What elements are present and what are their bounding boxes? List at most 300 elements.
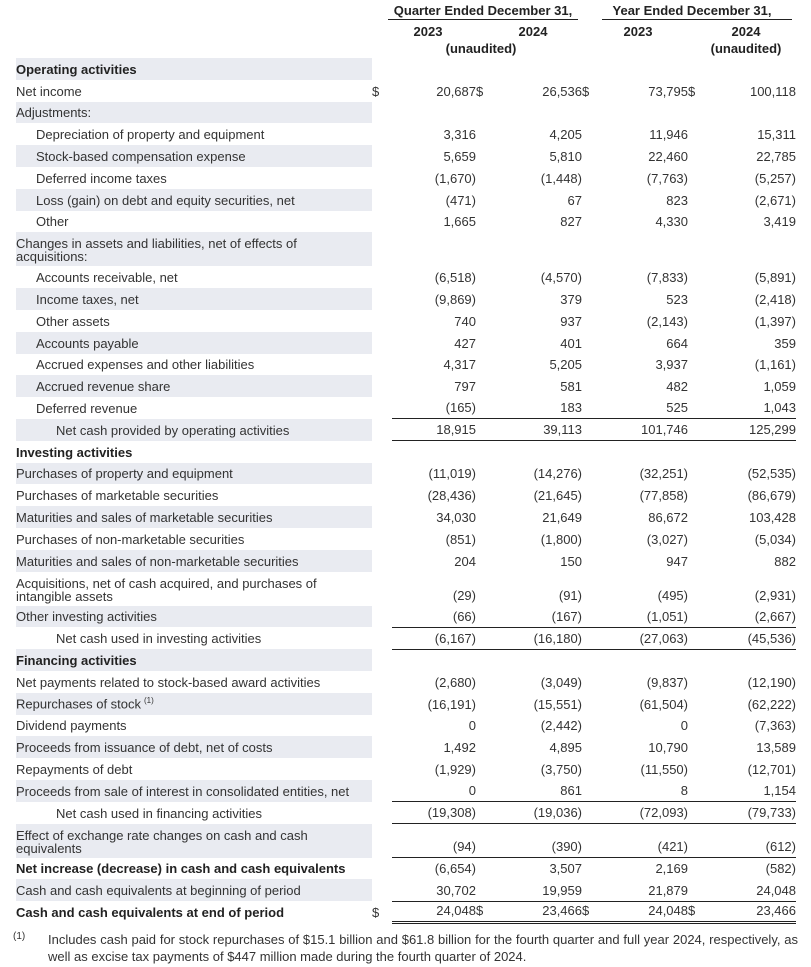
currency-cell <box>372 123 392 145</box>
currency-cell <box>582 123 602 145</box>
value: 19,959 <box>542 882 582 898</box>
value-cell <box>496 802 582 824</box>
currency-cell <box>582 419 602 441</box>
value-cell <box>496 858 582 880</box>
currency-cell <box>476 736 496 758</box>
value-cell <box>602 858 688 880</box>
value-cell <box>602 484 688 506</box>
row-label <box>16 506 372 528</box>
row-label-text: Accounts payable <box>36 335 139 351</box>
value: (851) <box>445 531 476 547</box>
row-label <box>16 671 372 693</box>
value-cell <box>602 780 688 802</box>
row-label <box>16 649 372 671</box>
currency-cell <box>688 606 708 628</box>
currency-cell <box>582 232 602 266</box>
row-label <box>16 484 372 506</box>
currency-cell <box>688 189 708 211</box>
value-cell <box>708 858 796 880</box>
value-cell <box>708 901 796 923</box>
value: (45,536) <box>747 630 796 646</box>
table-row <box>16 145 796 167</box>
value-cell <box>496 102 582 124</box>
value: 3,419 <box>763 214 796 230</box>
value-cell <box>392 123 476 145</box>
currency-cell <box>372 463 392 485</box>
currency-cell <box>476 354 496 376</box>
value: 797 <box>454 379 476 395</box>
value: 204 <box>454 553 476 569</box>
table-row <box>16 266 796 288</box>
col-header-q-unaudited: (unaudited) <box>445 41 517 56</box>
row-label-text: Other investing activities <box>16 609 157 625</box>
value-cell <box>496 606 582 628</box>
value: (61,504) <box>639 696 688 712</box>
currency-cell <box>688 649 708 671</box>
value: (19,036) <box>533 805 582 820</box>
value-cell <box>496 627 582 649</box>
value-cell <box>708 189 796 211</box>
value: 13,589 <box>756 740 796 756</box>
value: (167) <box>551 608 582 624</box>
row-label <box>16 606 372 628</box>
currency-cell <box>372 627 392 649</box>
currency-cell <box>372 211 392 233</box>
currency-cell <box>372 879 392 901</box>
value-cell <box>496 758 582 780</box>
value-cell <box>392 824 476 858</box>
value: (52,535) <box>747 466 796 482</box>
currency-cell <box>582 506 602 528</box>
currency-cell <box>372 824 392 858</box>
value: (5,257) <box>754 170 796 186</box>
value-cell <box>602 606 688 628</box>
currency-cell <box>372 606 392 628</box>
currency-cell <box>688 550 708 572</box>
currency-cell <box>476 102 496 124</box>
value: (6,167) <box>434 630 476 646</box>
currency-cell <box>582 102 602 124</box>
currency-cell <box>372 419 392 441</box>
currency-cell <box>582 167 602 189</box>
value: (2,418) <box>754 291 796 307</box>
value: 18,915 <box>436 422 476 438</box>
value: 664 <box>666 335 688 351</box>
table-row <box>16 310 796 332</box>
value-cell <box>708 484 796 506</box>
value-cell <box>708 550 796 572</box>
value: (1,051) <box>646 608 688 624</box>
currency-cell <box>582 572 602 606</box>
row-label <box>16 266 372 288</box>
currency-cell <box>476 189 496 211</box>
currency-cell <box>582 211 602 233</box>
currency-cell <box>688 266 708 288</box>
value: (5,891) <box>754 270 796 286</box>
value-cell <box>392 463 476 485</box>
value-cell <box>392 145 476 167</box>
col-header-y-2023: 2023 <box>623 24 653 39</box>
value: 359 <box>774 335 796 351</box>
value: (2,442) <box>540 718 582 734</box>
currency-cell <box>688 419 708 441</box>
currency-cell <box>688 354 708 376</box>
value: (582) <box>765 861 796 877</box>
row-label-text: Proceeds from issuance of debt, net of costs <box>16 740 273 756</box>
row-label-text: Adjustments: <box>16 105 92 121</box>
value: 5,205 <box>549 357 582 373</box>
value-cell <box>496 693 582 715</box>
value-cell <box>708 715 796 737</box>
row-label-text: Purchases of property and equipment <box>16 466 233 482</box>
value-cell <box>602 693 688 715</box>
value-cell <box>496 123 582 145</box>
currency-cell <box>582 780 602 802</box>
value: 24,048 <box>648 903 688 919</box>
row-label-text: Net increase (decrease) in cash and cash equivalents <box>16 861 346 877</box>
currency-cell <box>688 232 708 266</box>
row-label <box>16 879 372 901</box>
row-label-text: Other assets <box>36 313 110 329</box>
value: (7,833) <box>646 270 688 286</box>
value-cell <box>708 397 796 419</box>
value-cell <box>708 528 796 550</box>
value-cell <box>496 145 582 167</box>
value: 740 <box>454 313 476 329</box>
value-cell <box>602 572 688 606</box>
value: 24,048 <box>756 882 796 898</box>
value-cell <box>496 232 582 266</box>
value-cell <box>496 649 582 671</box>
currency-cell <box>688 693 708 715</box>
value-cell <box>708 80 796 102</box>
row-label <box>16 463 372 485</box>
currency-cell <box>582 266 602 288</box>
col-header-q-2023: 2023 <box>413 24 443 39</box>
currency-cell <box>372 310 392 332</box>
table-row <box>16 506 796 528</box>
footnote-marker: (1) <box>13 931 26 942</box>
value: (77,858) <box>639 488 688 504</box>
row-label <box>16 627 372 649</box>
currency-cell <box>582 332 602 354</box>
currency-cell <box>372 189 392 211</box>
currency-cell <box>372 758 392 780</box>
value: 100,118 <box>749 83 796 99</box>
value: (14,276) <box>533 466 582 482</box>
currency-cell <box>688 167 708 189</box>
table-row <box>16 189 796 211</box>
currency-cell <box>582 758 602 780</box>
currency-cell <box>476 901 496 923</box>
currency-cell <box>372 780 392 802</box>
footnote-ref: (1) <box>144 696 154 706</box>
value: (3,027) <box>646 531 688 547</box>
row-label-text: Investing activities <box>16 444 133 460</box>
table-row <box>16 167 796 189</box>
value-cell <box>392 780 476 802</box>
currency-cell <box>688 102 708 124</box>
value: (28,436) <box>427 488 476 504</box>
row-label <box>16 310 372 332</box>
value-cell <box>602 167 688 189</box>
value-cell <box>602 288 688 310</box>
value: 2,169 <box>655 861 688 877</box>
currency-cell <box>372 354 392 376</box>
currency-cell <box>476 671 496 693</box>
currency-symbol: $ <box>476 903 484 919</box>
value-cell <box>496 506 582 528</box>
value: (66) <box>452 608 476 624</box>
row-label-text: Income taxes, net <box>36 291 139 307</box>
table-row <box>16 671 796 693</box>
currency-cell <box>582 550 602 572</box>
value: 8 <box>680 783 688 799</box>
table-row <box>16 550 796 572</box>
currency-cell <box>476 693 496 715</box>
row-label <box>16 102 372 124</box>
value: (471) <box>445 192 476 208</box>
value-cell <box>496 266 582 288</box>
value: 523 <box>666 291 688 307</box>
value-cell <box>708 123 796 145</box>
row-label <box>16 802 372 824</box>
year-group-header: Year Ended December 31, <box>612 3 772 18</box>
currency-cell <box>476 145 496 167</box>
value: 4,317 <box>443 357 476 373</box>
value-cell <box>496 780 582 802</box>
table-row <box>16 528 796 550</box>
currency-cell <box>582 441 602 463</box>
currency-cell <box>582 397 602 419</box>
table-row <box>16 879 796 901</box>
value: 20,687 <box>436 83 476 99</box>
currency-cell <box>372 671 392 693</box>
value: (9,869) <box>434 291 476 307</box>
table-row <box>16 375 796 397</box>
value: (91) <box>558 587 582 603</box>
value-cell <box>602 419 688 441</box>
currency-cell <box>688 58 708 80</box>
value-cell <box>708 627 796 649</box>
value-cell <box>392 266 476 288</box>
currency-cell <box>688 484 708 506</box>
value-cell <box>392 736 476 758</box>
value: 861 <box>560 783 582 799</box>
row-label-text: Purchases of marketable securities <box>16 488 219 504</box>
table-row <box>16 441 796 463</box>
value-cell <box>496 167 582 189</box>
value-cell <box>602 102 688 124</box>
row-label-text: Effect of exchange rate changes on cash and cash equivalents <box>16 827 308 856</box>
row-label <box>16 780 372 802</box>
table-row <box>16 332 796 354</box>
row-label <box>16 58 372 80</box>
value-cell <box>602 528 688 550</box>
row-label-text: Repayments of debt <box>16 761 133 777</box>
row-label <box>16 901 372 923</box>
value: (19,308) <box>427 805 476 820</box>
value-cell <box>496 879 582 901</box>
value: (12,190) <box>747 674 796 690</box>
value-cell <box>708 736 796 758</box>
row-label <box>16 288 372 310</box>
table-row <box>16 288 796 310</box>
value: 827 <box>560 214 582 230</box>
value-cell <box>602 879 688 901</box>
value: (11,550) <box>640 761 688 777</box>
table-row <box>16 463 796 485</box>
row-label <box>16 758 372 780</box>
currency-cell <box>372 397 392 419</box>
value: 1,043 <box>763 400 796 416</box>
col-header-y-2024: 2024 <box>731 24 761 39</box>
value-cell <box>392 419 476 441</box>
row-label <box>16 145 372 167</box>
value-cell <box>496 824 582 858</box>
value-cell <box>708 572 796 606</box>
value: 525 <box>666 400 688 416</box>
value-cell <box>602 901 688 923</box>
row-label-text: Repurchases of stock <box>16 696 142 712</box>
value: (12,701) <box>747 761 796 777</box>
value-cell <box>602 145 688 167</box>
value: (32,251) <box>639 466 688 482</box>
table-row <box>16 102 796 124</box>
currency-cell <box>582 189 602 211</box>
value-cell <box>496 397 582 419</box>
value-cell <box>392 80 476 102</box>
value: (94) <box>452 839 476 854</box>
currency-cell <box>688 715 708 737</box>
row-label-text: Depreciation of property and equipment <box>36 127 265 143</box>
value: (72,093) <box>639 805 688 820</box>
value: 34,030 <box>436 509 476 525</box>
row-label-text: Financing activities <box>16 652 137 668</box>
value-cell <box>708 211 796 233</box>
table-row <box>16 780 796 802</box>
table-row <box>16 572 796 606</box>
value: (1,448) <box>540 170 582 186</box>
row-label-text: Maturities and sales of marketable securities <box>16 509 273 525</box>
value: 26,536 <box>542 83 582 99</box>
currency-cell <box>476 484 496 506</box>
currency-cell <box>688 211 708 233</box>
currency-cell <box>372 167 392 189</box>
value-cell <box>392 375 476 397</box>
currency-cell <box>372 550 392 572</box>
value: (86,679) <box>747 488 796 504</box>
value-cell <box>496 332 582 354</box>
value-cell <box>496 419 582 441</box>
value: 125,299 <box>749 422 796 438</box>
value: 67 <box>567 192 582 208</box>
currency-cell <box>372 145 392 167</box>
row-label <box>16 354 372 376</box>
currency-symbol: $ <box>372 904 380 920</box>
row-label-text: Acquisitions, net of cash acquired, and purchases of intangible assets <box>16 575 317 604</box>
value-cell <box>496 484 582 506</box>
currency-cell <box>582 715 602 737</box>
value-cell <box>392 397 476 419</box>
currency-cell <box>688 758 708 780</box>
currency-cell <box>476 858 496 880</box>
currency-cell <box>688 145 708 167</box>
currency-cell <box>688 375 708 397</box>
value-cell <box>392 232 476 266</box>
value-cell <box>708 354 796 376</box>
value-cell <box>708 288 796 310</box>
value: 4,205 <box>549 127 582 143</box>
value-cell <box>602 627 688 649</box>
currency-cell <box>582 858 602 880</box>
currency-cell <box>476 58 496 80</box>
value: (11,019) <box>428 466 476 482</box>
currency-cell <box>476 375 496 397</box>
row-label <box>16 528 372 550</box>
value: 482 <box>666 379 688 395</box>
value: 0 <box>468 718 476 734</box>
currency-cell <box>476 506 496 528</box>
col-header-y-unaudited: (unaudited) <box>710 41 782 56</box>
value-cell <box>392 572 476 606</box>
currency-cell <box>372 288 392 310</box>
value: (29) <box>452 587 476 603</box>
value-cell <box>392 671 476 693</box>
value: 5,659 <box>443 148 476 164</box>
currency-cell <box>582 80 602 102</box>
currency-cell <box>688 858 708 880</box>
currency-cell <box>372 528 392 550</box>
currency-cell <box>476 627 496 649</box>
currency-cell <box>372 102 392 124</box>
currency-cell <box>476 528 496 550</box>
value: 882 <box>774 553 796 569</box>
value: (2,143) <box>646 313 688 329</box>
value-cell <box>496 375 582 397</box>
value: 1,665 <box>443 214 476 230</box>
value-cell <box>392 802 476 824</box>
row-label <box>16 123 372 145</box>
currency-cell <box>372 58 392 80</box>
value-cell <box>708 879 796 901</box>
value-cell <box>602 332 688 354</box>
currency-cell <box>582 288 602 310</box>
row-label-text: Accrued expenses and other liabilities <box>36 357 255 373</box>
currency-cell <box>688 506 708 528</box>
currency-cell <box>476 266 496 288</box>
currency-cell <box>372 802 392 824</box>
value-cell <box>392 354 476 376</box>
value-cell <box>392 606 476 628</box>
value: (2,671) <box>754 192 796 208</box>
value-cell <box>496 354 582 376</box>
value: 0 <box>468 783 476 799</box>
currency-cell <box>476 824 496 858</box>
currency-cell <box>688 310 708 332</box>
value-cell <box>392 506 476 528</box>
currency-cell <box>688 528 708 550</box>
table-row <box>16 758 796 780</box>
value-cell <box>602 266 688 288</box>
value-cell <box>708 419 796 441</box>
value: 22,785 <box>756 148 796 164</box>
currency-cell <box>476 232 496 266</box>
value-cell <box>392 484 476 506</box>
value-cell <box>602 375 688 397</box>
value: 183 <box>560 400 582 416</box>
value: 3,316 <box>443 127 476 143</box>
